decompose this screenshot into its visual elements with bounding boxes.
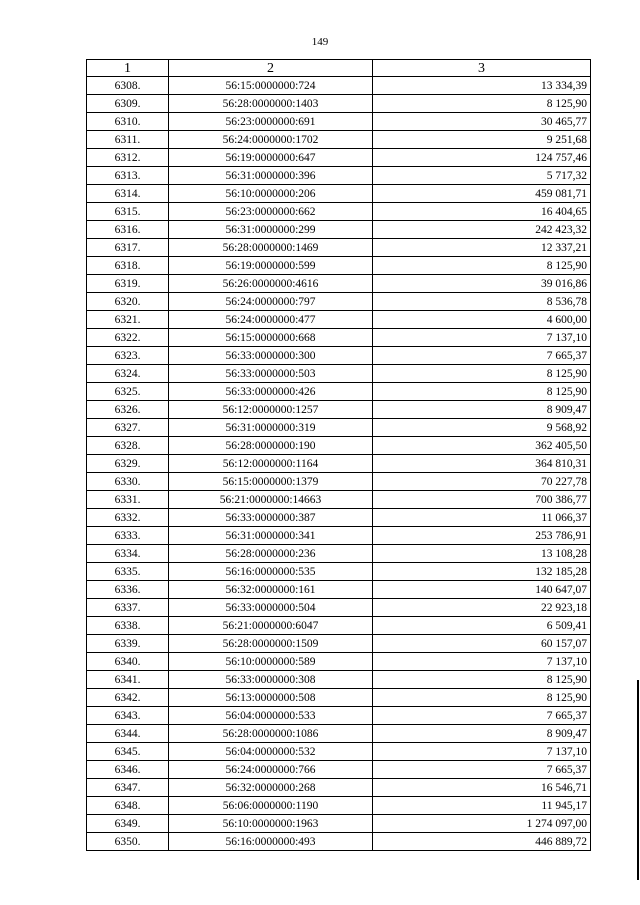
- value-cell: 700 386,77: [373, 491, 591, 509]
- row-number-cell: 6319.: [87, 275, 169, 293]
- value-cell: 13 334,39: [373, 77, 591, 95]
- table-row: [87, 725, 591, 743]
- value-cell: 30 465,77: [373, 113, 591, 131]
- row-number-cell: 6317.: [87, 239, 169, 257]
- cadastral-number-cell: 56:15:0000000:1379: [169, 473, 373, 491]
- value-cell: 8 909,47: [373, 401, 591, 419]
- value-cell: 11 945,17: [373, 797, 591, 815]
- cadastral-number-cell: 56:15:0000000:668: [169, 329, 373, 347]
- table-row: [87, 257, 591, 275]
- cadastral-number-cell: 56:31:0000000:341: [169, 527, 373, 545]
- table-row: [87, 779, 591, 797]
- table-row: [87, 131, 591, 149]
- table-row: [87, 491, 591, 509]
- value-cell: 8 125,90: [373, 671, 591, 689]
- value-cell: 242 423,32: [373, 221, 591, 239]
- row-number-cell: 6325.: [87, 383, 169, 401]
- table-row: [87, 419, 591, 437]
- cadastral-number-cell: 56:10:0000000:206: [169, 185, 373, 203]
- cadastral-number-cell: 56:33:0000000:300: [169, 347, 373, 365]
- row-number-cell: 6342.: [87, 689, 169, 707]
- column-header-2: 2: [169, 60, 373, 77]
- cadastral-number-cell: 56:31:0000000:319: [169, 419, 373, 437]
- cadastral-number-cell: 56:24:0000000:1702: [169, 131, 373, 149]
- row-number-cell: 6332.: [87, 509, 169, 527]
- cadastral-number-cell: 56:33:0000000:503: [169, 365, 373, 383]
- row-number-cell: 6346.: [87, 761, 169, 779]
- table-row: [87, 509, 591, 527]
- cadastral-number-cell: 56:16:0000000:493: [169, 833, 373, 851]
- value-cell: 22 923,18: [373, 599, 591, 617]
- table-row: [87, 293, 591, 311]
- cadastral-number-cell: 56:31:0000000:396: [169, 167, 373, 185]
- row-number-cell: 6348.: [87, 797, 169, 815]
- cadastral-number-cell: 56:28:0000000:1509: [169, 635, 373, 653]
- cadastral-number-cell: 56:06:0000000:1190: [169, 797, 373, 815]
- value-cell: 8 536,78: [373, 293, 591, 311]
- value-cell: 364 810,31: [373, 455, 591, 473]
- cadastral-number-cell: 56:12:0000000:1164: [169, 455, 373, 473]
- value-cell: 140 647,07: [373, 581, 591, 599]
- table-row: [87, 347, 591, 365]
- table-row: [87, 77, 591, 95]
- cadastral-number-cell: 56:21:0000000:14663: [169, 491, 373, 509]
- table-row: [87, 239, 591, 257]
- row-number-cell: 6339.: [87, 635, 169, 653]
- row-number-cell: 6312.: [87, 149, 169, 167]
- row-number-cell: 6345.: [87, 743, 169, 761]
- value-cell: 7 137,10: [373, 653, 591, 671]
- cadastral-number-cell: 56:21:0000000:6047: [169, 617, 373, 635]
- cadastral-number-cell: 56:28:0000000:1469: [169, 239, 373, 257]
- row-number-cell: 6340.: [87, 653, 169, 671]
- cadastral-number-cell: 56:33:0000000:504: [169, 599, 373, 617]
- table-row: [87, 617, 591, 635]
- value-cell: 1 274 097,00: [373, 815, 591, 833]
- value-cell: 8 125,90: [373, 689, 591, 707]
- table-row: [87, 545, 591, 563]
- row-number-cell: 6315.: [87, 203, 169, 221]
- value-cell: 7 665,37: [373, 707, 591, 725]
- column-header-3: 3: [373, 60, 591, 77]
- row-number-cell: 6336.: [87, 581, 169, 599]
- value-cell: 7 665,37: [373, 347, 591, 365]
- value-cell: 7 137,10: [373, 329, 591, 347]
- row-number-cell: 6314.: [87, 185, 169, 203]
- table-row: [87, 113, 591, 131]
- cadastral-number-cell: 56:28:0000000:1086: [169, 725, 373, 743]
- table-row: [87, 599, 591, 617]
- value-cell: 8 125,90: [373, 365, 591, 383]
- cadastral-number-cell: 56:19:0000000:647: [169, 149, 373, 167]
- value-cell: 7 137,10: [373, 743, 591, 761]
- cadastral-number-cell: 56:04:0000000:533: [169, 707, 373, 725]
- row-number-cell: 6337.: [87, 599, 169, 617]
- row-number-cell: 6309.: [87, 95, 169, 113]
- table-row: [87, 653, 591, 671]
- row-number-cell: 6327.: [87, 419, 169, 437]
- page-number: 149: [311, 36, 329, 48]
- cadastral-number-cell: 56:04:0000000:532: [169, 743, 373, 761]
- cadastral-number-cell: 56:24:0000000:477: [169, 311, 373, 329]
- table-row: [87, 563, 591, 581]
- row-number-cell: 6329.: [87, 455, 169, 473]
- cadastral-number-cell: 56:23:0000000:662: [169, 203, 373, 221]
- value-cell: 16 546,71: [373, 779, 591, 797]
- cadastral-number-cell: 56:33:0000000:426: [169, 383, 373, 401]
- table-row: [87, 527, 591, 545]
- register-table: [86, 59, 591, 851]
- value-cell: 8 125,90: [373, 383, 591, 401]
- row-number-cell: 6330.: [87, 473, 169, 491]
- value-cell: 60 157,07: [373, 635, 591, 653]
- table-row: [87, 707, 591, 725]
- table-row: [87, 203, 591, 221]
- row-number-cell: 6341.: [87, 671, 169, 689]
- table-row: [87, 761, 591, 779]
- table-row: [87, 671, 591, 689]
- cadastral-number-cell: 56:26:0000000:4616: [169, 275, 373, 293]
- value-cell: 459 081,71: [373, 185, 591, 203]
- value-cell: 6 509,41: [373, 617, 591, 635]
- table-header-row: [87, 60, 591, 77]
- cadastral-number-cell: 56:33:0000000:387: [169, 509, 373, 527]
- row-number-cell: 6347.: [87, 779, 169, 797]
- column-header-1: 1: [87, 60, 169, 77]
- row-number-cell: 6308.: [87, 77, 169, 95]
- value-cell: 7 665,37: [373, 761, 591, 779]
- value-cell: 39 016,86: [373, 275, 591, 293]
- value-cell: 362 405,50: [373, 437, 591, 455]
- row-number-cell: 6334.: [87, 545, 169, 563]
- row-number-cell: 6321.: [87, 311, 169, 329]
- table-row: [87, 635, 591, 653]
- cadastral-number-cell: 56:28:0000000:190: [169, 437, 373, 455]
- row-number-cell: 6311.: [87, 131, 169, 149]
- value-cell: 253 786,91: [373, 527, 591, 545]
- cadastral-number-cell: 56:16:0000000:535: [169, 563, 373, 581]
- table-row: [87, 743, 591, 761]
- table-row: [87, 329, 591, 347]
- cadastral-number-cell: 56:15:0000000:724: [169, 77, 373, 95]
- row-number-cell: 6322.: [87, 329, 169, 347]
- value-cell: 8 909,47: [373, 725, 591, 743]
- cadastral-number-cell: 56:32:0000000:268: [169, 779, 373, 797]
- table-row: [87, 581, 591, 599]
- page-edge-mark: [637, 680, 639, 880]
- cadastral-number-cell: 56:32:0000000:161: [169, 581, 373, 599]
- cadastral-number-cell: 56:12:0000000:1257: [169, 401, 373, 419]
- table-row: [87, 383, 591, 401]
- table-row: [87, 149, 591, 167]
- row-number-cell: 6323.: [87, 347, 169, 365]
- cadastral-number-cell: 56:24:0000000:797: [169, 293, 373, 311]
- row-number-cell: 6335.: [87, 563, 169, 581]
- table-row: [87, 95, 591, 113]
- row-number-cell: 6343.: [87, 707, 169, 725]
- row-number-cell: 6326.: [87, 401, 169, 419]
- cadastral-number-cell: 56:10:0000000:1963: [169, 815, 373, 833]
- row-number-cell: 6310.: [87, 113, 169, 131]
- cadastral-number-cell: 56:24:0000000:766: [169, 761, 373, 779]
- table-row: [87, 473, 591, 491]
- row-number-cell: 6344.: [87, 725, 169, 743]
- value-cell: 13 108,28: [373, 545, 591, 563]
- row-number-cell: 6320.: [87, 293, 169, 311]
- table-row: [87, 797, 591, 815]
- table-row: [87, 275, 591, 293]
- value-cell: 11 066,37: [373, 509, 591, 527]
- cadastral-number-cell: 56:19:0000000:599: [169, 257, 373, 275]
- value-cell: 12 337,21: [373, 239, 591, 257]
- cadastral-number-cell: 56:23:0000000:691: [169, 113, 373, 131]
- value-cell: 8 125,90: [373, 95, 591, 113]
- row-number-cell: 6349.: [87, 815, 169, 833]
- table-row: [87, 185, 591, 203]
- table-row: [87, 365, 591, 383]
- table-row: [87, 437, 591, 455]
- value-cell: 9 568,92: [373, 419, 591, 437]
- value-cell: 4 600,00: [373, 311, 591, 329]
- cadastral-number-cell: 56:10:0000000:589: [169, 653, 373, 671]
- table-row: [87, 455, 591, 473]
- row-number-cell: 6318.: [87, 257, 169, 275]
- row-number-cell: 6331.: [87, 491, 169, 509]
- row-number-cell: 6324.: [87, 365, 169, 383]
- table-row: [87, 833, 591, 851]
- table-row: [87, 401, 591, 419]
- value-cell: 8 125,90: [373, 257, 591, 275]
- row-number-cell: 6338.: [87, 617, 169, 635]
- table-row: [87, 221, 591, 239]
- value-cell: 70 227,78: [373, 473, 591, 491]
- cadastral-number-cell: 56:28:0000000:1403: [169, 95, 373, 113]
- row-number-cell: 6350.: [87, 833, 169, 851]
- cadastral-number-cell: 56:33:0000000:308: [169, 671, 373, 689]
- table-row: [87, 815, 591, 833]
- value-cell: 124 757,46: [373, 149, 591, 167]
- row-number-cell: 6328.: [87, 437, 169, 455]
- table-row: [87, 167, 591, 185]
- value-cell: 16 404,65: [373, 203, 591, 221]
- cadastral-number-cell: 56:31:0000000:299: [169, 221, 373, 239]
- cadastral-number-cell: 56:13:0000000:508: [169, 689, 373, 707]
- row-number-cell: 6316.: [87, 221, 169, 239]
- value-cell: 9 251,68: [373, 131, 591, 149]
- cadastral-number-cell: 56:28:0000000:236: [169, 545, 373, 563]
- value-cell: 446 889,72: [373, 833, 591, 851]
- value-cell: 132 185,28: [373, 563, 591, 581]
- table-body: [87, 77, 591, 851]
- table-row: [87, 689, 591, 707]
- row-number-cell: 6333.: [87, 527, 169, 545]
- value-cell: 5 717,32: [373, 167, 591, 185]
- row-number-cell: 6313.: [87, 167, 169, 185]
- table-row: [87, 311, 591, 329]
